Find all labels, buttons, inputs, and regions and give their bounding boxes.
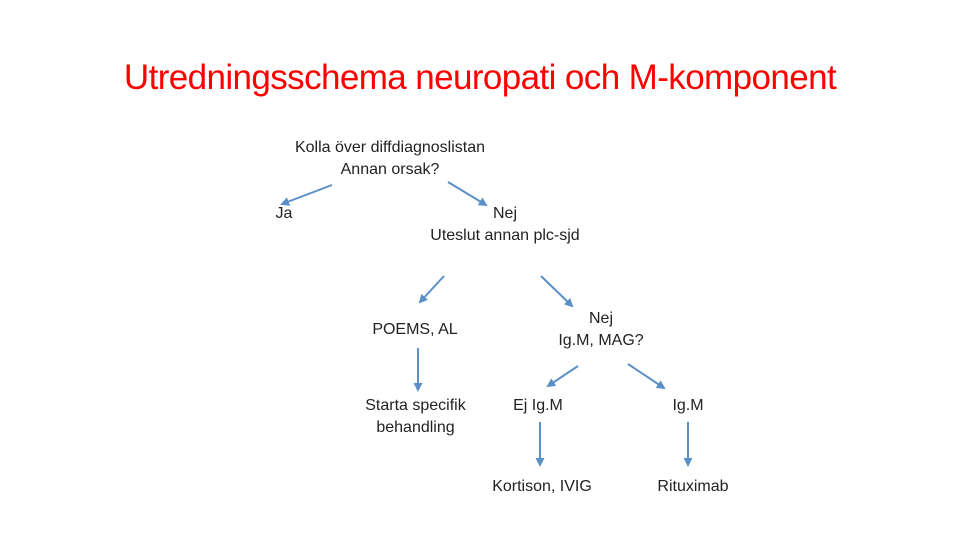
arrow-nej-igm-to-igm	[628, 364, 664, 388]
node-nej-uteslut	[400, 203, 610, 247]
node-starta	[343, 395, 488, 439]
node-poems-line1: POEMS, AL	[372, 321, 458, 338]
node-start	[269, 137, 511, 181]
node-igm	[653, 395, 723, 417]
node-nej-uteslut-line2: Uteslut annan plc-sjd	[430, 227, 580, 244]
arrow-start-to-ja	[282, 185, 332, 204]
node-kortison	[477, 476, 607, 498]
arrow-nej-to-poems	[420, 276, 444, 302]
arrow-nej-to-nej-igm	[541, 276, 572, 306]
node-starta-line1: Starta specifik	[365, 397, 466, 414]
node-ja	[264, 203, 304, 225]
node-nej-igm-line2: Ig.M, MAG?	[558, 332, 644, 349]
node-start-line1: Kolla över diffdiagnoslistan	[294, 139, 486, 156]
node-igm-line1: Ig.M	[672, 397, 704, 414]
node-ej-igm	[498, 395, 578, 417]
arrow-nej-igm-to-ej-igm	[548, 366, 578, 386]
node-starta-line2: behandling	[376, 419, 455, 436]
node-kortison-line1: Kortison, IVIG	[492, 478, 592, 495]
node-nej-igm	[536, 308, 666, 352]
node-ej-igm-line1: Ej Ig.M	[513, 397, 563, 414]
node-nej-uteslut-line1: Nej	[492, 205, 517, 222]
slide-title: Utredningsschema neuropati och M-komponent	[123, 58, 837, 97]
node-poems	[355, 319, 475, 341]
node-nej-igm-line1: Nej	[588, 310, 613, 327]
node-ja-line1: Ja	[275, 205, 293, 222]
node-start-line2: Annan orsak?	[340, 161, 440, 178]
node-rituximab-line1: Rituximab	[657, 478, 729, 495]
node-rituximab	[638, 476, 748, 498]
arrow-start-to-nej	[448, 182, 486, 205]
